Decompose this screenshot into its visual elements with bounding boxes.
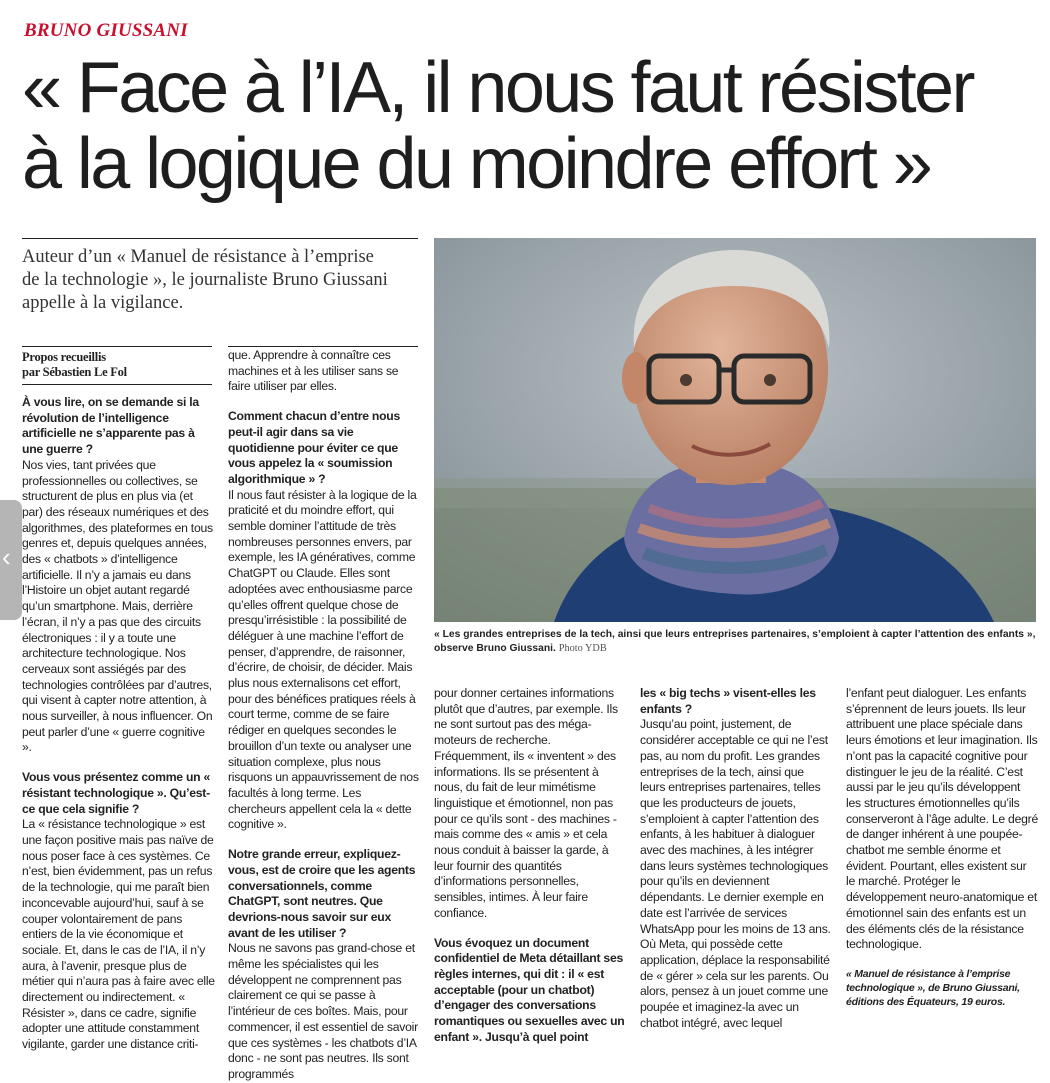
question: Notre grande erreur, expliquez-vous, est de croire que les agents conversationnels, comme ChatGPT, sont neutres. Que devrions-nous savoir sur eux avant de les utiliser ? <box>228 847 416 940</box>
portrait-illustration <box>434 238 1036 622</box>
chevron-left-icon: ‹ <box>2 542 11 572</box>
byline-rule-top <box>22 346 212 347</box>
caption-text: « Les grandes entreprises de la tech, ainsi que leurs entreprises partenaires, s’emploient à capter l’attention des enfants », observe Bruno Giussani. <box>434 629 1036 654</box>
column-2-rule <box>228 346 418 347</box>
article-column-5 <box>846 686 1038 1009</box>
standfirst-line: appelle à la vigilance. <box>22 293 184 313</box>
answer: l’enfant peut dialoguer. Les enfants s’éprennent de leurs jouets. Ils leur attribuent une place spéciale dans leurs émotions et leur imagination. Ils n’ont pas la capacité cognitive pour distinguer le jeu de la réalité. C’est aussi par le jeu qu’ils développent les structures émotionnelles qu’ils conserveront à l’âge adulte. Le degré de danger inhérent à une poupée-chatbot me semble énorme et évident. Pourtant, elles existent sur le marché. Protéger le développement neuro-anatomique et émotionnel sain des enfants est un des éléments clés de la résistance technologique. <box>846 686 1038 952</box>
headline-line-1: « Face à l’IA, il nous faut résister <box>22 48 973 128</box>
article-column-1 <box>22 395 216 1053</box>
byline-line: Propos recueillis <box>22 350 106 364</box>
headline-line-2: à la logique du moindre effort » <box>22 124 931 204</box>
answer: Jusqu’au point, justement, de considérer acceptable ce qui ne l’est pas, au nom du profit. Les grandes entreprises de la tech, ainsi que leurs entreprises partenaires, telles que les producteurs de jouets, s’emploient à capter l’attention des enfants, à les habituer à dialoguer avec des machines, à les intégrer dans leurs systèmes technologiques pour qu’ils en deviennent dépendants. Le dernier exemple en date est l’arrivée de services WhatsApp pour les moins de 13 ans. Où Meta, qui possède cette application, déplace la responsabilité de « gérer » cela sur les parents. Ou alors, pensez à un jouet comme une poupée et imaginez-la avec un chatbot intégré, avec lequel <box>640 717 831 1030</box>
answer: La « résistance technologique » est une façon positive mais pas naïve de nous poser face à ces systèmes. Ce n’est, bien évidemment, pas un refus de la technologie, qui me paraît bien inconcevable aujourd’hui, sauf à se couper volontairement de pans entiers de la vie économique et sociale. Et, dans le cas de l’IA, il n’y aura, à l’avenir, presque plus de métier qui n’aura pas à faire avec elle directement ou indirectement. « Résister », dans ce cadre, signifie adopter une attitude constamment vigilante, garder une distance criti- <box>22 817 215 1052</box>
question: À vous lire, on se demande si la révolution de l’intelligence artificielle ne s’apparente pas à une guerre ? <box>22 395 199 457</box>
chapo-rule <box>22 238 418 239</box>
answer: que. Apprendre à connaître ces machines et à les utiliser sans se faire utiliser par elles. <box>228 348 399 394</box>
byline-line: par Sébastien Le Fol <box>22 365 127 379</box>
photo-credit: Photo YDB <box>558 642 607 654</box>
article-column-4 <box>640 686 832 1031</box>
byline-rule-bottom <box>22 384 212 385</box>
article-column-3 <box>434 686 626 1045</box>
standfirst-line: Auteur d’un « Manuel de résistance à l’emprise <box>22 247 374 267</box>
answer: pour donner certaines informations plutôt que d’autres, par exemple. Ils ne sont surtout pas des méga-moteurs de recherche. Fréquemment, ils « inventent » des informations. Ils se présentent à nous, du fait de leur mimétisme linguistique et émotionnel, non pas pour ce qu’ils sont - des machines - mais comme des « amis » et cela nous conduit à baisser la garde, à leur fournir des quantités d’informations personnelles, sensibles, intimes. À leur faire confiance. <box>434 686 618 920</box>
headline <box>22 50 1032 202</box>
standfirst-line: de la technologie », le journaliste Bruno Giussani <box>22 270 388 290</box>
article-column-2 <box>228 348 420 1083</box>
byline <box>22 350 214 380</box>
answer: Nos vies, tant privées que professionnelles ou collectives, se structurent de plus en plus via (et par) des réseaux numériques et des algorithmes, des plateformes en tous genres et, depuis quelques années, des « chatbots » d’intelligence artificielle. Il n’y a jamais eu dans l’Histoire un objet autant regardé qu’un smartphone. Mais, derrière l’écran, il n’y a pas que des circuits électroniques : il y a toute une architecture technologique. Nos cerveaux sont assiégés par des technologies contrôlées par d’autres, qui visent à capter notre attention, à nous surveiller, à nous influencer. On peut parler d’une « guerre cognitive ». <box>22 457 213 755</box>
standfirst <box>22 246 422 315</box>
previous-page-tab[interactable] <box>0 500 22 620</box>
portrait-photo <box>434 238 1036 622</box>
question: Comment chacun d’entre nous peut-il agir dans sa vie quotidienne pour éviter ce que vous appelez la « soumission algorithmique » ? <box>228 409 401 486</box>
question: Vous évoquez un document confidentiel de Meta détaillant ses règles internes, qui dit : il « est acceptable (pour un chatbot) d’engager des conversations romantiques ou sexuelles avec un enfant ». Jusqu’à quel point <box>434 935 625 1044</box>
book-reference: « Manuel de résistance à l’emprise technologique », de Bruno Giussani, éditions des Équateurs, 19 euros. <box>846 967 1020 1008</box>
photo-caption <box>434 628 1040 655</box>
answer: Il nous faut résister à la logique de la praticité et du moindre effort, qui semble dominer l’attitude de très nombreuses personnes envers, par exemple, les IA génératives, comme ChatGPT ou Claude. Elles sont adoptées avec enthousiasme parce qu’elles offrent quelque chose de presqu’irrésistible : la possibilité de déléguer à une machine l’effort de penser, d’apprendre, de raisonner, d’écrire, de choisir, de décider. Mais plus nous externalisons cet effort, pour des bénéfices pratiques réels à court terme, comme de se faire rédiger en quelques secondes le brouillon d’un texte ou analyser une situation complexe, plus nous risquons un appauvrissement de nos facultés à long terme. Les chercheurs appellent cela la « dette cognitive ». <box>228 487 419 832</box>
question: les « big techs » visent-elles les enfants ? <box>640 686 816 716</box>
answer: Nous ne savons pas grand-chose et même les spécialistes qui les développent ne comprennent pas clairement ce qui se passe à l’intérieur de ces boîtes. Mais, pour commencer, il est essentiel de savoir que ces systèmes - les chatbots d’IA donc - ne sont pas neutres. Ils sont programmés <box>228 941 418 1081</box>
question: Vous vous présentez comme un « résistant technologique ». Qu’est-ce que cela signifie ? <box>22 770 211 816</box>
author-kicker: BRUNO GIUSSANI <box>24 20 188 41</box>
